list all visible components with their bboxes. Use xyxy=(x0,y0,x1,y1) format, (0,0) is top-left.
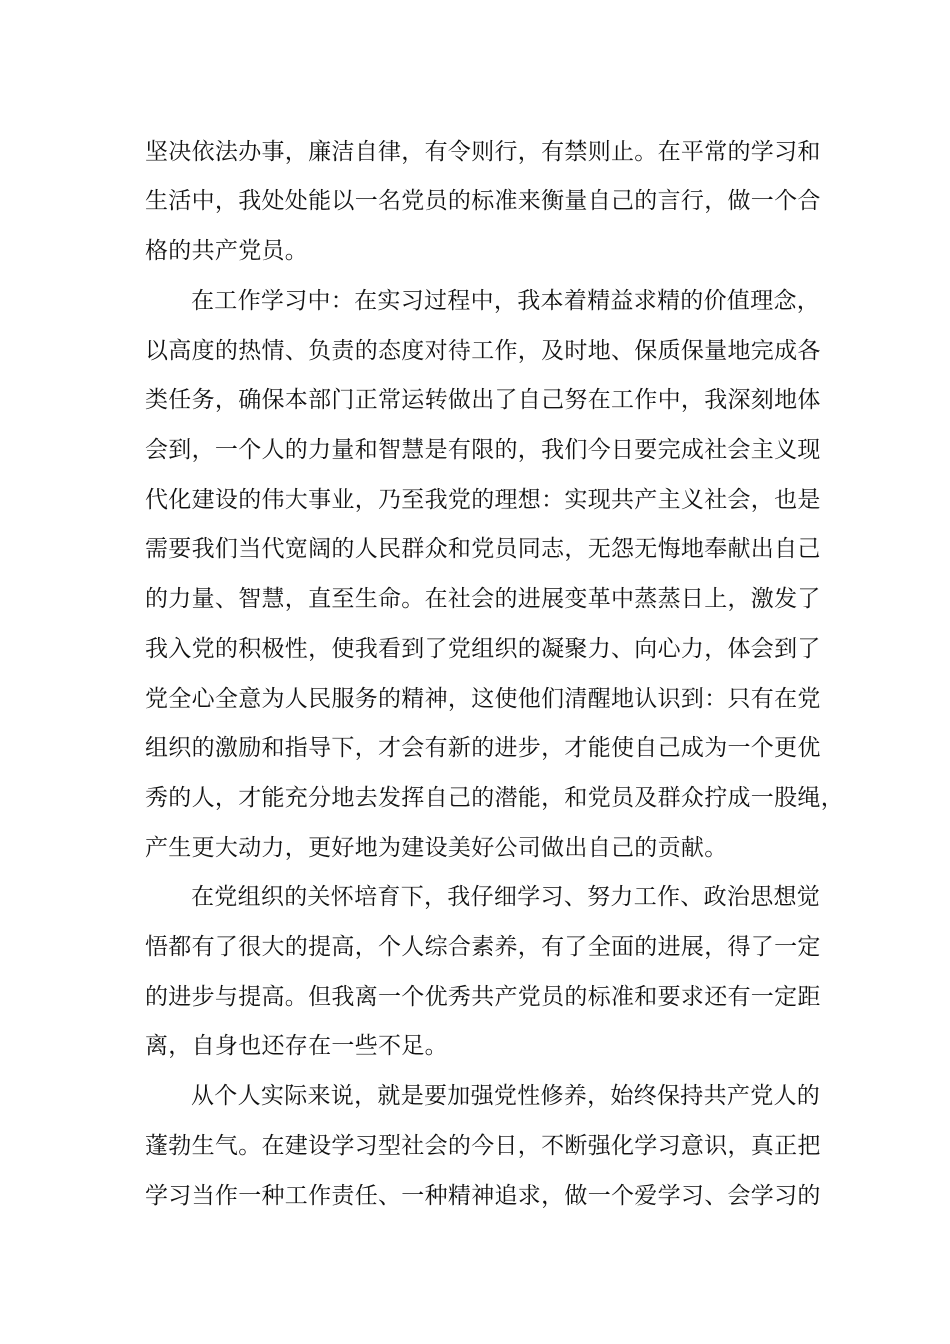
text-line: 我入党的积极性，使我看到了党组织的凝聚力、向心力，体会到了 xyxy=(145,636,821,662)
text-line: 坚决依法办事，廉洁自律，有令则行，有禁则止。在平常的学习和 xyxy=(145,139,821,165)
text-line: 的进步与提高。但我离一个优秀共产党员的标准和要求还有一定距 xyxy=(145,984,821,1010)
text-line: 会到，一个人的力量和智慧是有限的，我们今日要完成社会主义现 xyxy=(145,437,821,463)
text-line: 秀的人，才能充分地去发挥自己的潜能，和党员及群众拧成一股绳， xyxy=(145,785,844,811)
paragraph-start-line: 从个人实际来说，就是要加强党性修养，始终保持共产党人的 xyxy=(191,1083,821,1109)
text-line: 格的共产党员。 xyxy=(145,238,309,264)
text-line: 产生更大动力，更好地为建设美好公司做出自己的贡献。 xyxy=(145,835,728,861)
text-line: 以高度的热情、负责的态度对待工作，及时地、保质保量地完成各 xyxy=(145,338,821,364)
text-line: 学习当作一种工作责任、一种精神追求，做一个爱学习、会学习的 xyxy=(145,1183,821,1209)
paragraph-start-line: 在工作学习中：在实习过程中，我本着精益求精的价值理念， xyxy=(191,288,821,314)
paragraph-start-line: 在党组织的关怀培育下，我仔细学习、努力工作、政治思想觉 xyxy=(191,884,821,910)
text-line: 类任务，确保本部门正常运转做出了自己努在工作中，我深刻地体 xyxy=(145,387,821,413)
text-line: 蓬勃生气。在建设学习型社会的今日，不断强化学习意识，真正把 xyxy=(145,1133,821,1159)
text-line: 离，自身也还存在一些不足。 xyxy=(145,1033,448,1059)
text-line: 生活中，我处处能以一名党员的标准来衡量自己的言行，做一个合 xyxy=(145,188,821,214)
text-line: 代化建设的伟大事业，乃至我党的理想：实现共产主义社会，也是 xyxy=(145,487,821,513)
text-line: 需要我们当代宽阔的人民群众和党员同志，无怨无悔地奉献出自己 xyxy=(145,536,821,562)
text-line: 悟都有了很大的提高，个人综合素养，有了全面的进展，得了一定 xyxy=(145,934,821,960)
text-line: 的力量、智慧，直至生命。在社会的进展变革中蒸蒸日上，激发了 xyxy=(145,586,821,612)
text-line: 组织的激励和指导下，才会有新的进步，才能使自己成为一个更优 xyxy=(145,735,821,761)
text-line: 党全心全意为人民服务的精神，这使他们清醒地认识到：只有在党 xyxy=(145,686,821,712)
